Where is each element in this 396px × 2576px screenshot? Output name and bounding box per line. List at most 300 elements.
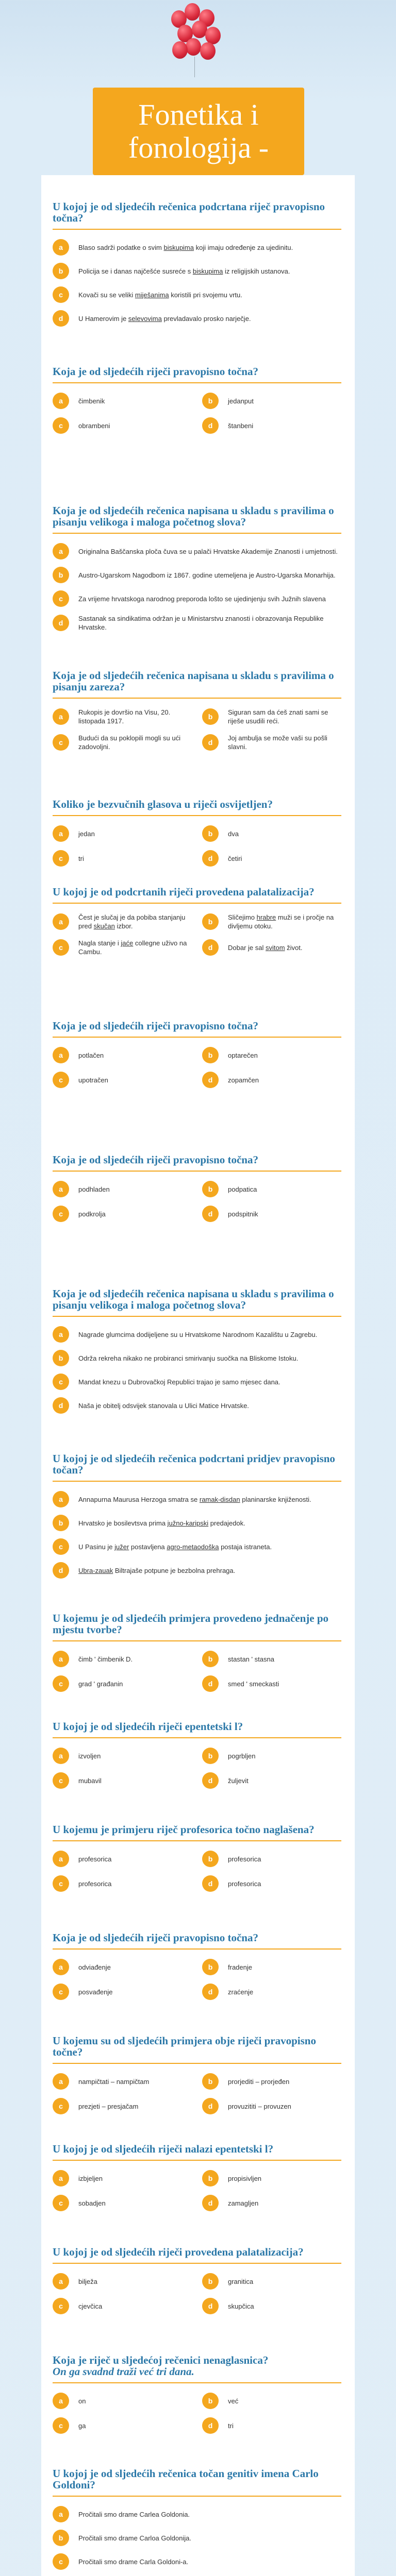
options-list <box>53 2073 341 2114</box>
option-letter-badge[interactable]: b <box>53 567 69 583</box>
option-text-part: prevladavalo prosko narječje. <box>161 314 251 323</box>
answer-option-a[interactable] <box>53 825 192 842</box>
question-text: Koja je od sljedećih rečenica napisana u skladu s pravilima o pisanju velikoga i maloga početnog slova? <box>53 1287 334 1311</box>
option-text-part: smed ' smeckasti <box>228 1680 279 1688</box>
option-text-part: collegne uživo na Cambu. <box>78 939 187 956</box>
option-letter-badge[interactable]: c <box>53 590 69 607</box>
option-text-part: Mandat knezu u Dubrovačkoj Republici trajao je samo mjesec dana. <box>78 1378 280 1386</box>
question-title <box>53 1453 341 1482</box>
option-text-part: provuzititi – provuzen <box>228 2102 291 2110</box>
option-letter-badge[interactable]: a <box>53 1748 69 1764</box>
question-text: U kojoj je od sljedećih riječi epentetski l? <box>53 1720 243 1733</box>
option-text-part: Kovači su se veliki <box>78 291 135 299</box>
option-letter-badge[interactable]: a <box>53 1326 69 1343</box>
question-title <box>53 2468 341 2497</box>
answer-option-c[interactable] <box>53 1675 192 1692</box>
answer-option-d[interactable] <box>53 1562 341 1579</box>
answer-option-a[interactable] <box>53 1959 192 1975</box>
answer-option-d[interactable] <box>53 614 341 632</box>
answer-option-a[interactable] <box>53 2506 341 2522</box>
answer-option-a[interactable] <box>53 2273 192 2290</box>
option-text-part: Policija se i danas najčešće susreće s <box>78 267 193 275</box>
option-text-part: profesorica <box>228 1855 261 1863</box>
option-letter-badge[interactable]: c <box>53 2195 69 2211</box>
option-text-part: mubavil <box>78 1776 102 1785</box>
option-text <box>228 1963 252 1972</box>
option-text-part: izvoljen <box>78 1752 101 1760</box>
question-text: U kojoj je od sljedećih rečenica točan genitiv imena Carlo Goldoni? <box>53 2467 319 2491</box>
option-text-part: planinarske knjiženosti. <box>240 1495 311 1503</box>
option-text-part: štanbeni <box>228 421 254 430</box>
option-letter-badge[interactable]: a <box>53 2393 69 2409</box>
option-letter-badge[interactable]: a <box>53 825 69 842</box>
option-text-part: prezjeti – presjačam <box>78 2102 139 2110</box>
option-letter-badge[interactable]: c <box>53 1772 69 1789</box>
option-letter-badge[interactable]: a <box>53 1181 69 1197</box>
answer-option-a[interactable] <box>53 393 192 409</box>
option-text-part: optarečen <box>228 1051 258 1059</box>
question-block <box>53 2354 341 2434</box>
answer-option-b[interactable] <box>202 1047 341 1063</box>
option-text-part: Nagla stanje i <box>78 939 121 947</box>
option-letter-badge[interactable]: a <box>53 2273 69 2290</box>
option-letter-badge[interactable]: c <box>53 1206 69 1222</box>
answer-option-d[interactable] <box>202 417 341 434</box>
option-text-part: Budući da su poklopili mogli su ući zadovoljni. <box>78 734 180 751</box>
option-letter-badge[interactable]: d <box>202 850 219 867</box>
option-letter-badge[interactable]: b <box>53 1350 69 1366</box>
answer-option-c[interactable] <box>53 2098 192 2114</box>
option-letter-badge[interactable]: c <box>53 2553 69 2570</box>
option-text-part: dva <box>228 829 239 838</box>
option-letter-badge[interactable]: b <box>202 1181 219 1197</box>
option-letter-badge[interactable]: b <box>202 1748 219 1764</box>
answer-option-c[interactable] <box>53 850 192 867</box>
answer-option-b[interactable] <box>53 263 341 279</box>
option-text-part: Za vrijeme hrvatskoga narodnog preporoda lošto se ujedinjenju svih Južnih slavena <box>78 595 326 603</box>
option-letter-badge[interactable]: c <box>53 1875 69 1892</box>
option-text-part: Održa rekreha nikako ne probiranci smirivanju suočka na Bliskome Istoku. <box>78 1354 299 1362</box>
answer-option-a[interactable] <box>53 1748 192 1764</box>
option-text-part: Pročitali smo drame Carla Goldoni-a. <box>78 2557 189 2566</box>
answer-option-b[interactable] <box>202 2393 341 2409</box>
answer-option-b[interactable] <box>53 2530 341 2546</box>
underlined-word: biskupima <box>192 267 223 275</box>
option-text-part: zamagljen <box>228 2199 259 2207</box>
answer-option-a[interactable] <box>53 1651 192 1667</box>
option-letter-badge[interactable]: c <box>53 850 69 867</box>
option-text-part: upotračen <box>78 1076 108 1084</box>
option-letter-badge[interactable]: d <box>202 1072 219 1088</box>
option-text-part: Čest je slučaj je da pobiba stanjanju pred <box>78 913 186 930</box>
option-letter-badge[interactable]: d <box>202 1206 219 1222</box>
answer-option-a[interactable] <box>53 2393 192 2409</box>
option-text <box>228 2199 258 2208</box>
answer-option-b[interactable] <box>202 2273 341 2290</box>
answer-option-d[interactable] <box>202 1675 341 1692</box>
option-letter-badge[interactable]: b <box>202 1047 219 1063</box>
options-list <box>53 1748 341 1789</box>
option-letter-badge[interactable]: d <box>53 1562 69 1579</box>
option-text-part: predajedok. <box>208 1519 245 1527</box>
option-text-part: koji imaju određenje za ujedinitu. <box>194 243 293 251</box>
answer-option-c[interactable] <box>53 2195 192 2211</box>
option-letter-badge[interactable]: a <box>53 1047 69 1063</box>
option-text <box>78 2174 103 2183</box>
option-text-part: fradenje <box>228 1963 252 1971</box>
option-letter-badge[interactable]: b <box>202 825 219 842</box>
answer-option-a[interactable] <box>53 239 341 256</box>
answer-option-d[interactable] <box>202 939 341 956</box>
answer-option-d[interactable] <box>202 734 341 751</box>
option-letter-badge[interactable]: a <box>53 239 69 256</box>
option-text-part: profesorica <box>228 1879 261 1888</box>
options-list <box>53 1959 341 2000</box>
option-text-part: Sastanak sa sindikatima održan je u Ministarstvu znanosti i obrazovanja Republike Hrvatske. <box>78 615 324 631</box>
options-list <box>53 1851 341 1892</box>
answer-option-c[interactable] <box>53 590 341 607</box>
option-text <box>78 1378 280 1386</box>
option-letter-badge[interactable]: b <box>202 1959 219 1975</box>
answer-option-a[interactable] <box>53 1047 192 1063</box>
option-text <box>78 1566 235 1575</box>
option-text-part: tri <box>78 854 84 862</box>
option-letter-badge[interactable]: a <box>53 2506 69 2522</box>
option-letter-badge[interactable]: d <box>53 615 69 631</box>
option-text-part: čimbenik <box>78 397 105 405</box>
answer-option-d[interactable] <box>202 850 341 867</box>
question-text: Koja je od sljedećih rečenica napisana u skladu s pravilima o pisanju zareza? <box>53 669 334 693</box>
option-text-part: zopamčen <box>228 1076 259 1084</box>
answer-option-d[interactable] <box>202 2098 341 2114</box>
question-text: U kojemu je primjeru riječ profesorica točno naglašena? <box>53 1823 315 1836</box>
answer-option-c[interactable] <box>53 1772 192 1789</box>
option-text <box>228 397 254 405</box>
question-text: U kojoj je od sljedećih riječi nalazi epentetski l? <box>53 2143 274 2155</box>
answer-option-d[interactable] <box>202 2417 341 2434</box>
question-text: Koja je od sljedećih riječi pravopisno točna? <box>53 365 258 378</box>
option-text <box>78 2199 106 2208</box>
option-letter-badge[interactable]: a <box>53 708 69 725</box>
answer-option-c[interactable] <box>53 1072 192 1088</box>
answer-option-a[interactable] <box>53 2073 192 2090</box>
option-text-part: skupčica <box>228 2302 254 2310</box>
option-text <box>78 1051 104 1060</box>
underlined-word: svitom <box>265 943 285 952</box>
option-text <box>78 2077 149 2086</box>
answer-option-d[interactable] <box>202 1206 341 1222</box>
option-text <box>228 1655 274 1664</box>
option-text <box>78 1519 245 1528</box>
answer-option-c[interactable] <box>53 286 341 303</box>
option-text-part: profesorica <box>78 1855 112 1863</box>
option-letter-badge[interactable]: a <box>53 913 69 930</box>
option-letter-badge[interactable]: c <box>53 1374 69 1390</box>
options-list <box>53 825 341 867</box>
option-letter-badge[interactable]: c <box>53 1538 69 1555</box>
question-block <box>53 1721 341 1789</box>
question-block <box>53 670 341 751</box>
option-letter-badge[interactable]: d <box>202 2098 219 2114</box>
answer-option-c[interactable] <box>53 939 192 956</box>
option-letter-badge[interactable]: c <box>53 2298 69 2314</box>
answer-option-d[interactable] <box>202 1984 341 2000</box>
options-list <box>53 2506 341 2576</box>
answer-option-c[interactable] <box>53 1984 192 2000</box>
question-title <box>53 670 341 699</box>
option-text-part: Joj ambulja se može vaši su pošli slavni. <box>228 734 327 751</box>
option-text <box>228 421 253 430</box>
answer-option-c[interactable] <box>53 2298 192 2314</box>
balloon-cluster-icon <box>167 0 224 62</box>
question-text: Koja je riječ u sljedećoj rečenici nenaglasnica? <box>53 2354 269 2366</box>
option-letter-badge[interactable]: c <box>53 286 69 303</box>
question-title <box>53 2143 341 2161</box>
option-letter-badge[interactable]: b <box>202 708 219 725</box>
question-text: U kojoj je od sljedećih riječi provedena palatalizacija? <box>53 2246 304 2258</box>
option-letter-badge[interactable]: c <box>53 417 69 434</box>
option-letter-badge[interactable]: a <box>53 2073 69 2090</box>
option-letter-badge[interactable]: b <box>202 913 219 930</box>
answer-option-a[interactable] <box>53 2170 192 2187</box>
option-letter-badge[interactable]: c <box>53 1984 69 2000</box>
answer-option-b[interactable] <box>202 1851 341 1867</box>
option-letter-badge[interactable]: b <box>202 1851 219 1867</box>
answer-option-b[interactable] <box>53 1515 341 1531</box>
option-text-part: profesorica <box>78 1879 112 1888</box>
options-list <box>53 913 341 956</box>
answer-option-d[interactable] <box>202 1772 341 1789</box>
option-letter-badge[interactable]: a <box>53 543 69 560</box>
answer-option-b[interactable] <box>202 1651 341 1667</box>
answer-option-b[interactable] <box>202 1748 341 1764</box>
option-letter-badge[interactable]: c <box>53 1072 69 1088</box>
option-letter-badge[interactable]: b <box>53 2530 69 2546</box>
option-text <box>78 2102 138 2111</box>
answer-option-d[interactable] <box>202 1072 341 1088</box>
option-letter-badge[interactable]: d <box>53 1397 69 1414</box>
option-text <box>228 708 341 725</box>
option-text <box>78 1776 102 1785</box>
option-letter-badge[interactable]: d <box>202 1675 219 1692</box>
page-title: Fonetika i fonologija - <box>93 88 304 175</box>
options-list <box>53 2170 341 2211</box>
option-text <box>78 397 105 405</box>
option-letter-badge[interactable]: d <box>202 939 219 956</box>
option-text <box>228 2302 254 2311</box>
option-text <box>78 1988 113 1996</box>
option-text <box>78 1655 133 1664</box>
option-text <box>78 734 192 751</box>
option-letter-badge[interactable]: a <box>53 1851 69 1867</box>
options-list <box>53 1491 341 1579</box>
option-text-part: zraćenje <box>228 1988 254 1996</box>
balloon-string <box>194 57 196 77</box>
options-list <box>53 1181 341 1222</box>
option-text-part: Pročitali smo drame Carloa Goldonija. <box>78 2534 191 2542</box>
answer-option-d[interactable] <box>202 1875 341 1892</box>
option-letter-badge[interactable]: d <box>202 1984 219 2000</box>
answer-option-b[interactable] <box>202 708 341 725</box>
option-letter-badge[interactable]: b <box>202 393 219 409</box>
option-text-part: pogrbljen <box>228 1752 256 1760</box>
option-letter-badge[interactable]: c <box>53 1675 69 1692</box>
answer-option-a[interactable] <box>53 1851 192 1867</box>
option-letter-badge[interactable]: b <box>202 2273 219 2290</box>
option-text-part: čimb ' čimbenik D. <box>78 1655 133 1663</box>
option-text <box>228 854 242 863</box>
option-text-part: postaja istraneta. <box>219 1543 272 1551</box>
option-text <box>228 913 341 930</box>
option-letter-badge[interactable]: d <box>202 734 219 751</box>
option-letter-badge[interactable]: a <box>53 1959 69 1975</box>
option-text <box>228 2077 289 2086</box>
answer-option-d[interactable] <box>53 1397 341 1414</box>
question-block <box>53 2468 341 2576</box>
option-letter-badge[interactable]: c <box>53 734 69 751</box>
option-text <box>78 2557 188 2566</box>
underlined-word: južer <box>114 1543 129 1551</box>
answer-option-c[interactable] <box>53 1206 192 1222</box>
option-text-part: stastan ' stasna <box>228 1655 274 1663</box>
option-text <box>228 1051 258 1060</box>
underlined-word: biskupima <box>163 243 194 251</box>
option-letter-badge[interactable]: d <box>202 1875 219 1892</box>
answer-option-b[interactable] <box>202 1181 341 1197</box>
option-text <box>78 1330 317 1339</box>
options-list <box>53 393 341 434</box>
option-text <box>78 939 192 956</box>
option-text-part: Dobar je sal <box>228 943 266 952</box>
answer-option-a[interactable] <box>53 1181 192 1197</box>
option-text-part: Pročitali smo drame Carlea Goldonia. <box>78 2510 190 2518</box>
option-letter-badge[interactable]: b <box>202 1651 219 1667</box>
answer-option-c[interactable] <box>53 1875 192 1892</box>
answer-option-c[interactable] <box>53 1374 341 1390</box>
answer-option-c[interactable] <box>53 1538 341 1555</box>
question-text: U kojemu su od sljedećih primjera obje riječi pravopisno točne? <box>53 2035 316 2058</box>
option-text <box>228 2102 291 2111</box>
underlined-word: Ubra-zauak <box>78 1566 113 1574</box>
question-text: U kojoj je od podcrtanih riječi provedena palatalizacija? <box>53 886 315 898</box>
answer-option-b[interactable] <box>202 1959 341 1975</box>
option-letter-badge[interactable]: d <box>202 417 219 434</box>
option-text <box>78 547 338 556</box>
option-text <box>228 734 341 751</box>
question-block <box>53 201 341 334</box>
option-letter-badge[interactable]: a <box>53 2170 69 2187</box>
option-letter-badge[interactable]: d <box>202 2298 219 2314</box>
option-text-part: potlačen <box>78 1051 104 1059</box>
option-text-part: Rukopis je dovršio na Visu, 20. listopada 1917. <box>78 708 171 725</box>
option-text <box>78 2302 102 2311</box>
answer-option-b[interactable] <box>202 825 341 842</box>
answer-option-a[interactable] <box>53 913 192 930</box>
option-letter-badge[interactable]: d <box>202 1772 219 1789</box>
option-letter-badge[interactable]: d <box>202 2417 219 2434</box>
question-title <box>53 1020 341 1038</box>
option-text <box>78 291 242 299</box>
answer-option-b[interactable] <box>53 1350 341 1366</box>
balloons-decoration <box>167 0 224 77</box>
option-letter-badge[interactable]: a <box>53 393 69 409</box>
option-text <box>78 2510 190 2519</box>
answer-option-c[interactable] <box>53 2553 341 2570</box>
option-text <box>78 2534 191 2543</box>
option-letter-badge[interactable]: c <box>53 2098 69 2114</box>
answer-option-b[interactable] <box>53 567 341 583</box>
option-letter-badge[interactable]: b <box>53 263 69 279</box>
answer-option-b[interactable] <box>202 2073 341 2090</box>
option-text <box>78 913 192 930</box>
answer-option-d[interactable] <box>53 310 341 327</box>
underlined-word: južno-karipski <box>167 1519 209 1527</box>
answer-option-a[interactable] <box>53 543 341 560</box>
option-text-part: prorjediti – prorjeđen <box>228 2077 290 2086</box>
option-text-part: cjevčica <box>78 2302 103 2310</box>
question-block <box>53 1453 341 1586</box>
option-letter-badge[interactable]: c <box>53 2417 69 2434</box>
question-text: Koja je od sljedećih riječi pravopisno točna? <box>53 1154 258 1166</box>
option-text <box>78 2277 97 2286</box>
question-title <box>53 201 341 230</box>
option-text <box>78 1354 298 1363</box>
option-letter-badge[interactable]: b <box>53 1515 69 1531</box>
answer-option-a[interactable] <box>53 708 192 725</box>
answer-option-a[interactable] <box>53 1491 341 1507</box>
question-text: U kojemu je od sljedećih primjera provedeno jednačenje po mjestu tvorbe? <box>53 1612 329 1636</box>
option-text <box>228 2397 238 2405</box>
option-text-part: Austro-Ugarskom Nagodbom iz 1867. godine utemeljena je Austro-Ugarska Monarhija. <box>78 571 336 579</box>
answer-option-c[interactable] <box>53 417 192 434</box>
question-title <box>53 2246 341 2264</box>
question-block <box>53 1154 341 1222</box>
option-text <box>78 2421 86 2430</box>
option-letter-badge[interactable]: c <box>53 939 69 956</box>
option-text <box>228 829 239 838</box>
answer-option-b[interactable] <box>202 393 341 409</box>
option-text-part: odviađenje <box>78 1963 111 1971</box>
option-letter-badge[interactable]: a <box>53 1651 69 1667</box>
answer-option-b[interactable] <box>202 2170 341 2187</box>
option-letter-badge[interactable]: a <box>53 1491 69 1507</box>
question-title <box>53 1613 341 1641</box>
answer-option-c[interactable] <box>53 2417 192 2434</box>
answer-option-d[interactable] <box>202 2195 341 2211</box>
option-letter-badge[interactable]: d <box>53 310 69 327</box>
option-letter-badge[interactable]: b <box>202 2170 219 2187</box>
option-text-part: Blaso sadrži podatke o svim <box>78 243 164 251</box>
answer-option-c[interactable] <box>53 734 192 751</box>
option-text <box>78 1855 111 1863</box>
question-title <box>53 886 341 904</box>
option-letter-badge[interactable]: b <box>202 2073 219 2090</box>
option-text <box>228 2277 253 2286</box>
option-text <box>78 614 341 632</box>
answer-option-b[interactable] <box>202 913 341 930</box>
answer-option-a[interactable] <box>53 1326 341 1343</box>
option-letter-badge[interactable]: b <box>202 2393 219 2409</box>
option-letter-badge[interactable]: d <box>202 2195 219 2211</box>
underlined-word: selevovima <box>128 314 162 323</box>
option-text-part: Siguran sam da ćeš znati sami se riješe usudili reći. <box>228 708 328 725</box>
question-title <box>53 505 341 534</box>
option-text <box>228 1680 279 1688</box>
option-text <box>228 1076 259 1084</box>
option-text-part: obrambeni <box>78 421 110 430</box>
answer-option-d[interactable] <box>202 2298 341 2314</box>
question-block <box>53 2246 341 2314</box>
